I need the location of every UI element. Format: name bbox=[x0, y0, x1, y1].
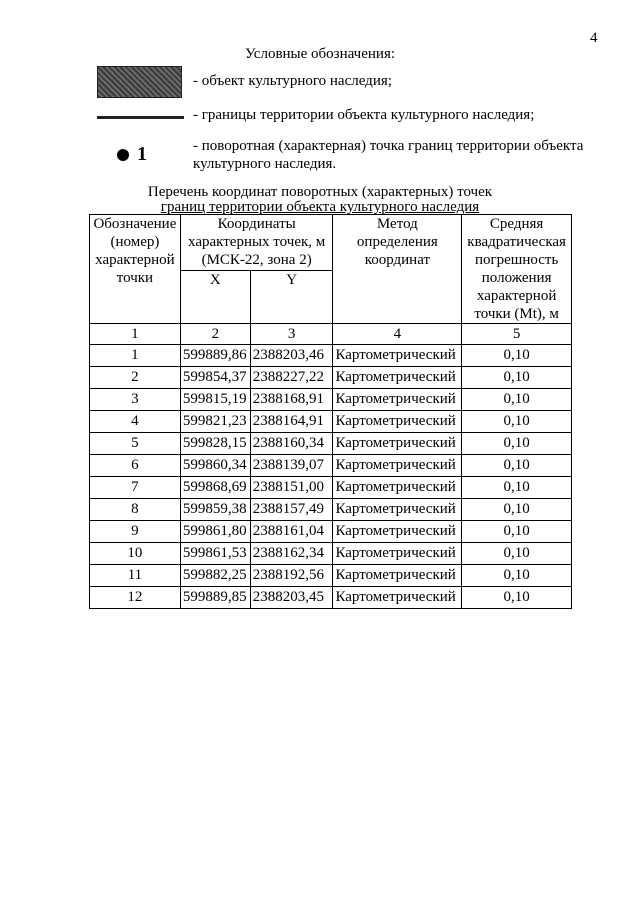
cell-method: Картометрический bbox=[333, 455, 462, 477]
cell-y: 2388164,91 bbox=[250, 411, 333, 433]
cell-mt: 0,10 bbox=[462, 499, 572, 521]
cell-method: Картометрический bbox=[333, 367, 462, 389]
cell-mt: 0,10 bbox=[462, 587, 572, 609]
point-marker-label: 1 bbox=[137, 143, 147, 165]
header-method: Метод определения координат bbox=[333, 215, 462, 324]
cell-mt: 0,10 bbox=[462, 521, 572, 543]
cell-mt: 0,10 bbox=[462, 543, 572, 565]
table-row bbox=[90, 367, 572, 389]
cell-y: 2388162,34 bbox=[250, 543, 333, 565]
point-dot-icon bbox=[117, 149, 129, 161]
cell-y: 2388151,00 bbox=[250, 477, 333, 499]
table-row bbox=[90, 455, 572, 477]
cell-x: 599889,86 bbox=[180, 345, 250, 367]
table-row bbox=[90, 477, 572, 499]
cell-mt: 0,10 bbox=[462, 367, 572, 389]
cell-x: 599815,19 bbox=[180, 389, 250, 411]
cell-mt: 0,10 bbox=[462, 477, 572, 499]
cell-method: Картометрический bbox=[333, 587, 462, 609]
legend-item-text: - границы территории объекта культурного наследия; bbox=[193, 107, 535, 123]
cell-method: Картометрический bbox=[333, 499, 462, 521]
table-row bbox=[90, 521, 572, 543]
cell-y: 2388139,07 bbox=[250, 455, 333, 477]
heritage-object-swatch-icon bbox=[97, 66, 182, 98]
cell-method: Картометрический bbox=[333, 565, 462, 587]
table-title-line-1: Перечень координат поворотных (характерных) точек bbox=[147, 184, 493, 200]
cell-x: 599859,38 bbox=[180, 499, 250, 521]
header-y: Y bbox=[250, 270, 333, 324]
legend-title: Условные обозначения: bbox=[244, 46, 396, 62]
cell-method: Картометрический bbox=[333, 543, 462, 565]
cell-point-number: 3 bbox=[90, 389, 181, 411]
header-designation: Обозначение (номер) характерной точки bbox=[90, 215, 181, 324]
cell-y: 2388203,46 bbox=[250, 345, 333, 367]
cell-x: 599860,34 bbox=[180, 455, 250, 477]
table-title bbox=[0, 185, 640, 215]
cell-x: 599882,25 bbox=[180, 565, 250, 587]
table-row bbox=[90, 543, 572, 565]
cell-y: 2388168,91 bbox=[250, 389, 333, 411]
cell-x: 599868,69 bbox=[180, 477, 250, 499]
header-coordinates: Координаты характерных точек, м (МСК-22, зона 2) bbox=[180, 215, 333, 271]
cell-method: Картометрический bbox=[333, 411, 462, 433]
cell-mt: 0,10 bbox=[462, 455, 572, 477]
cell-point-number: 12 bbox=[90, 587, 181, 609]
cell-method: Картометрический bbox=[333, 477, 462, 499]
column-number: 2 bbox=[180, 324, 250, 345]
cell-mt: 0,10 bbox=[462, 411, 572, 433]
column-number: 1 bbox=[90, 324, 181, 345]
turning-point-marker bbox=[117, 143, 147, 166]
cell-point-number: 1 bbox=[90, 345, 181, 367]
cell-point-number: 6 bbox=[90, 455, 181, 477]
cell-mt: 0,10 bbox=[462, 389, 572, 411]
cell-point-number: 8 bbox=[90, 499, 181, 521]
cell-y: 2388161,04 bbox=[250, 521, 333, 543]
cell-method: Картометрический bbox=[333, 433, 462, 455]
cell-mt: 0,10 bbox=[462, 565, 572, 587]
column-number: 3 bbox=[250, 324, 333, 345]
cell-x: 599861,53 bbox=[180, 543, 250, 565]
cell-y: 2388203,45 bbox=[250, 587, 333, 609]
table-row bbox=[90, 565, 572, 587]
page-number: 4 bbox=[590, 30, 598, 46]
cell-x: 599854,37 bbox=[180, 367, 250, 389]
column-number: 4 bbox=[333, 324, 462, 345]
header-x: X bbox=[180, 270, 250, 324]
boundary-line-icon bbox=[97, 116, 184, 119]
cell-point-number: 10 bbox=[90, 543, 181, 565]
cell-y: 2388157,49 bbox=[250, 499, 333, 521]
table-row bbox=[90, 499, 572, 521]
column-number: 5 bbox=[462, 324, 572, 345]
cell-point-number: 7 bbox=[90, 477, 181, 499]
cell-point-number: 5 bbox=[90, 433, 181, 455]
coordinates-table bbox=[89, 214, 572, 609]
table-title-line-2: границ территории объекта культурного наследия bbox=[160, 199, 480, 215]
table-row bbox=[90, 345, 572, 367]
cell-point-number: 2 bbox=[90, 367, 181, 389]
cell-method: Картометрический bbox=[333, 521, 462, 543]
cell-x: 599821,23 bbox=[180, 411, 250, 433]
cell-point-number: 9 bbox=[90, 521, 181, 543]
cell-method: Картометрический bbox=[333, 389, 462, 411]
cell-mt: 0,10 bbox=[462, 345, 572, 367]
cell-y: 2388160,34 bbox=[250, 433, 333, 455]
cell-point-number: 11 bbox=[90, 565, 181, 587]
legend-item-text: - объект культурного наследия; bbox=[193, 73, 392, 89]
table-row bbox=[90, 411, 572, 433]
column-number-row bbox=[90, 324, 572, 345]
cell-x: 599889,85 bbox=[180, 587, 250, 609]
table-row bbox=[90, 433, 572, 455]
legend-item-text: - поворотная (характерная) точка границ территории объекта культурного наследия. bbox=[193, 138, 584, 172]
cell-x: 599861,80 bbox=[180, 521, 250, 543]
cell-method: Картометрический bbox=[333, 345, 462, 367]
cell-x: 599828,15 bbox=[180, 433, 250, 455]
cell-point-number: 4 bbox=[90, 411, 181, 433]
cell-y: 2388192,56 bbox=[250, 565, 333, 587]
table-row bbox=[90, 389, 572, 411]
header-mt: Средняя квадратическая погрешность положения характерной точки (Mt), м bbox=[462, 215, 572, 324]
cell-y: 2388227,22 bbox=[250, 367, 333, 389]
table-row bbox=[90, 587, 572, 609]
cell-mt: 0,10 bbox=[462, 433, 572, 455]
